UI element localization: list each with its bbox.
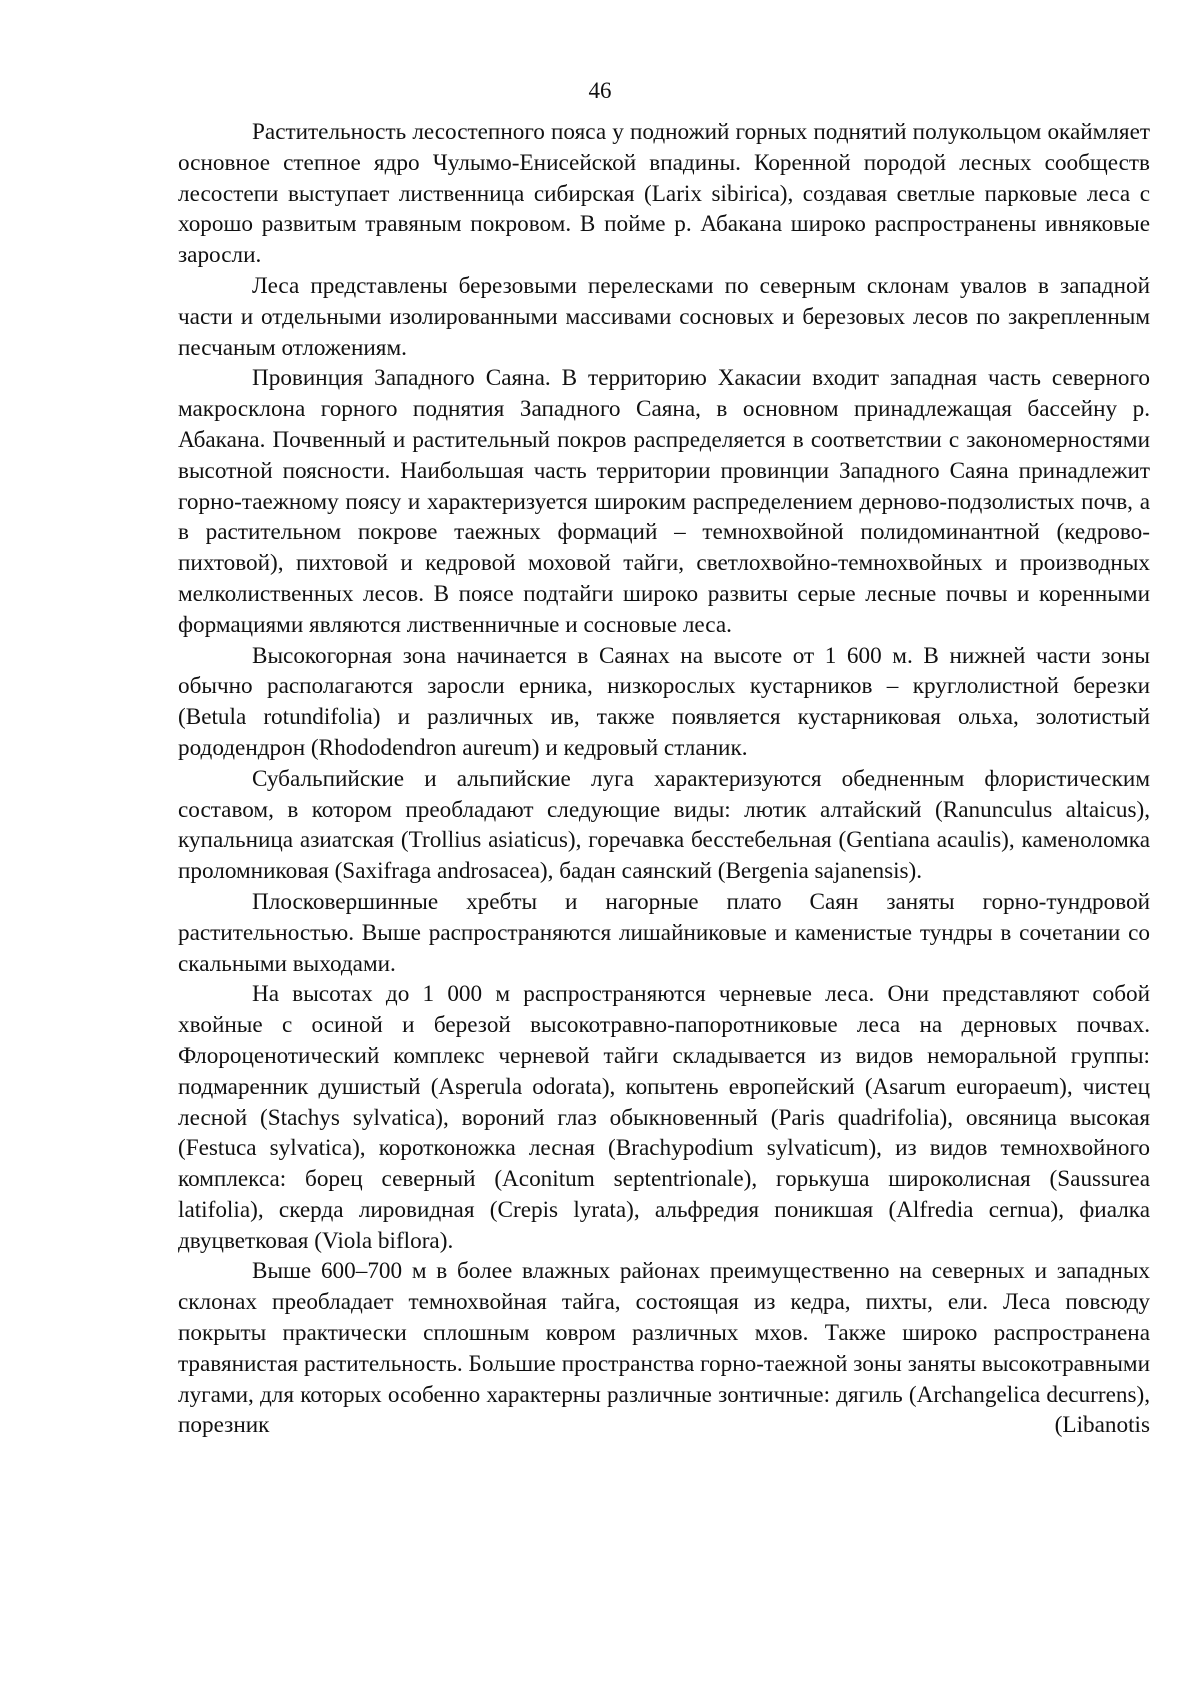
paragraph-mountain-tundra: Плосковершинные хребты и нагорные плато Саян заняты горно-тундровой растительностью. Выше распространяются лишайниковые и каменистые тундры в сочетании со скальными выходами. [178, 888, 1150, 977]
paragraph-highland-zone: Высокогорная зона начинается в Саянах на высоте от 1 600 м. В нижней части зоны обычно располагаются заросли ерника, низкорослых кустарников – круглолистной березки (Betula rotundifolia) и различных ив, также появляется кустарниковая ольха, золотистый рододендрон (Rhododendron aureum) и кедровый стланик. [178, 642, 1150, 761]
paragraph-forest-steppe: Растительность лесостепного пояса у подножий горных поднятий полукольцом окаймляет основное степное ядро Чулымо-Енисейской впадины. Коренной породой лесных сообществ лесостепи выступает лиственница сибирская (Larix sibirica), создавая светлые парковые леса с хорошо развитым травяным покровом. В пойме р. Абакана широко распространены ивняковые заросли. [178, 119, 1150, 269]
page-number: 46 [588, 78, 612, 103]
paragraph-birch-groves: Леса представлены березовыми перелесками по северным склонам увалов в западной части и отдельными изолированными массивами сосновых и березовых лесов по закрепленным песчаным отложениям. [178, 272, 1150, 361]
page-body [178, 117, 1150, 1441]
paragraph-alpine-meadows: Субальпийские и альпийские луга характеризуются обедненным флористическим составом, в котором преобладают следующие виды: лютик алтайский (Ranunculus altaicus), купальница азиатская (Trollius asiaticus), горечавка бесстебельная (Gentiana acaulis), каменоломка проломниковая (Saxifraga androsacea), бадан саянский (Bergenia sajanensis). [178, 765, 1150, 885]
paragraph-chern-forests: На высотах до 1 000 м распространяются черневые леса. Они представляют собой хвойные с осиной и березой высокотравно-папоротниковые леса на дерновых почвах. Флороценотический комплекс черневой тайги складывается из видов неморальной группы: подмаренник душистый (Asperula odorata), копытень европейский (Asarum europaeum), чистец лесной (Stachys sylvatica), вороний глаз обыкновенный (Paris quadrifolia), овсяница высокая (Festuca sylvatica), коротконожка лесная (Brachypodium sylvaticum), из видов темнохвойного комплекса: борец северный (Aconitum septentrionale), горькуша широколисная (Saussurea latifolia), скерда лировидная (Crepis lyrata), альфредия поникшая (Alfredia cernua), фиалка двуцветковая (Viola biflora). [178, 981, 1150, 1254]
paragraph-dark-coniferous-taiga: Выше 600–700 м в более влажных районах преимущественно на северных и западных склонах преобладает темнохвойная тайга, состоящая из кедра, пихты, ели. Леса повсюду покрыты практически сплошным ковром различных мхов. Также широко распространена травянистая растительность. Большие пространства горно-таежной зоны заняты высокотравными лугами, для которых особенно характерны различные зонтичные: дягиль (Archangelica decurrens), порезник (Libanotis [178, 1258, 1150, 1439]
paragraph-western-sayan-province: Провинция Западного Саяна. В территорию Хакасии входит западная часть северного макросклона горного поднятия Западного Саяна, в основном принадлежащая бассейну р. Абакана. Почвенный и растительный покров распределяется в соответствии с закономерностями высотной поясности. Наибольшая часть территории провинции Западного Саяна принадлежит горно-таежному поясу и характеризуется широким распределением дерново-подзолистых почв, а в растительном покрове таежных формаций – темнохвойной полидоминантной (кедрово-пихтовой), пихтовой и кедровой моховой тайги, светлохвойно-темнохвойных и производных мелколиственных лесов. В поясе подтайги широко развиты серые лесные почвы и коренными формациями являются лиственничные и сосновые леса. [178, 365, 1150, 638]
